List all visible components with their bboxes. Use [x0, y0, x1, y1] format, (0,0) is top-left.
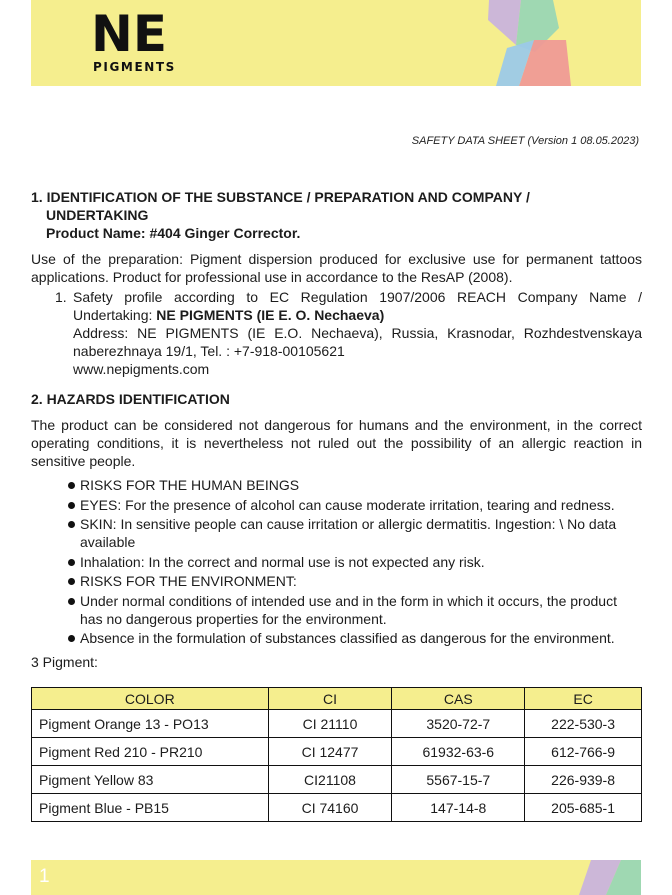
- table-row: [32, 710, 642, 738]
- cell-cas: 5567-15-7: [392, 766, 525, 794]
- sds-version-line: SAFETY DATA SHEET (Version 1 08.05.2023): [411, 135, 639, 147]
- column-header-cas: CAS: [392, 688, 525, 710]
- section1-title: [31, 188, 642, 224]
- pigment-label: 3 Pigment:: [31, 654, 98, 670]
- list-item: RISKS FOR THE ENVIRONMENT:: [68, 572, 642, 590]
- cell-ci: CI 12477: [268, 738, 392, 766]
- cell-color: Pigment Yellow 83: [32, 766, 269, 794]
- decorative-shapes: [31, 0, 641, 86]
- cell-color: Pigment Orange 13 - PO13: [32, 710, 269, 738]
- product-name: Product Name: #404 Ginger Corrector.: [46, 225, 301, 241]
- column-header-ec: EC: [525, 688, 642, 710]
- cell-ci: CI 74160: [268, 794, 392, 822]
- logo-pigments-text: PIGMENTS: [93, 60, 176, 74]
- list-item: Inhalation: In the correct and normal use is not expected any risk.: [68, 553, 642, 571]
- list-item: EYES: For the presence of alcohol can cause moderate irritation, tearing and redness.: [68, 496, 642, 514]
- pigment-table: [31, 687, 642, 822]
- table-row: [32, 794, 642, 822]
- item-number: 1.: [55, 289, 67, 305]
- table-row: [32, 766, 642, 794]
- table-header-row: [32, 688, 642, 710]
- address: Address: NE PIGMENTS (IE E.O. Nechaeva), Russia, Krasnodar, Rozhdestvenskaya naberezhnaya 19/1, Tel. : +7-918-00105621: [73, 325, 642, 359]
- list-item: Under normal conditions of intended use and in the form in which it occurs, the product has no dangerous properties for the environment.: [68, 592, 642, 628]
- footer-band: [31, 860, 641, 895]
- cell-cas: 3520-72-7: [392, 710, 525, 738]
- table-row: [32, 738, 642, 766]
- list-item: SKIN: In sensitive people can cause irritation or allergic dermatitis. Ingestion: \ No data available: [68, 515, 642, 551]
- safety-profile-item: [31, 288, 642, 378]
- logo-ne-text: NE: [91, 5, 168, 63]
- document-content: [31, 188, 642, 671]
- cell-ec: 226-939-8: [525, 766, 642, 794]
- hazards-list: [31, 476, 642, 647]
- cell-cas: 147-14-8: [392, 794, 525, 822]
- header-band: [31, 0, 641, 86]
- footer-decorative-shapes: [31, 860, 641, 895]
- cell-cas: 61932-63-6: [392, 738, 525, 766]
- item-text: Safety profile according to EC Regulation 1907/2006 REACH Company Name / Undertaking:: [73, 289, 642, 323]
- section2-title: 2. HAZARDS IDENTIFICATION: [31, 391, 230, 407]
- cell-ec: 222-530-3: [525, 710, 642, 738]
- hazards-intro: The product can be considered not dangerous for humans and the environment, in the correct operating conditions, it is nevertheless not ruled out the possibility of an allergic reaction in sensitive people.: [31, 417, 642, 469]
- page-number: 1: [39, 866, 50, 887]
- website-link[interactable]: www.nepigments.com: [73, 361, 210, 377]
- column-header-color: COLOR: [32, 688, 269, 710]
- use-of-preparation: Use of the preparation: Pigment dispersion produced for exclusive use for permanent tattoos applications. Product for professional use in accordance to the ResAP (2008).: [31, 251, 642, 285]
- column-header-ci: CI: [268, 688, 392, 710]
- cell-ec: 612-766-9: [525, 738, 642, 766]
- list-item: RISKS FOR THE HUMAN BEINGS: [68, 476, 642, 494]
- company-name: NE PIGMENTS (IE E. O. Nechaeva): [156, 307, 385, 323]
- section1-title-line2: UNDERTAKING: [46, 207, 149, 223]
- cell-ec: 205-685-1: [525, 794, 642, 822]
- cell-ci: CI 21110: [268, 710, 392, 738]
- section1-title-line1: 1. IDENTIFICATION OF THE SUBSTANCE / PREPARATION AND COMPANY /: [31, 189, 530, 205]
- cell-color: Pigment Red 210 - PR210: [32, 738, 269, 766]
- cell-color: Pigment Blue - PB15: [32, 794, 269, 822]
- list-item: Absence in the formulation of substances classified as dangerous for the environment.: [68, 629, 642, 647]
- cell-ci: CI21108: [268, 766, 392, 794]
